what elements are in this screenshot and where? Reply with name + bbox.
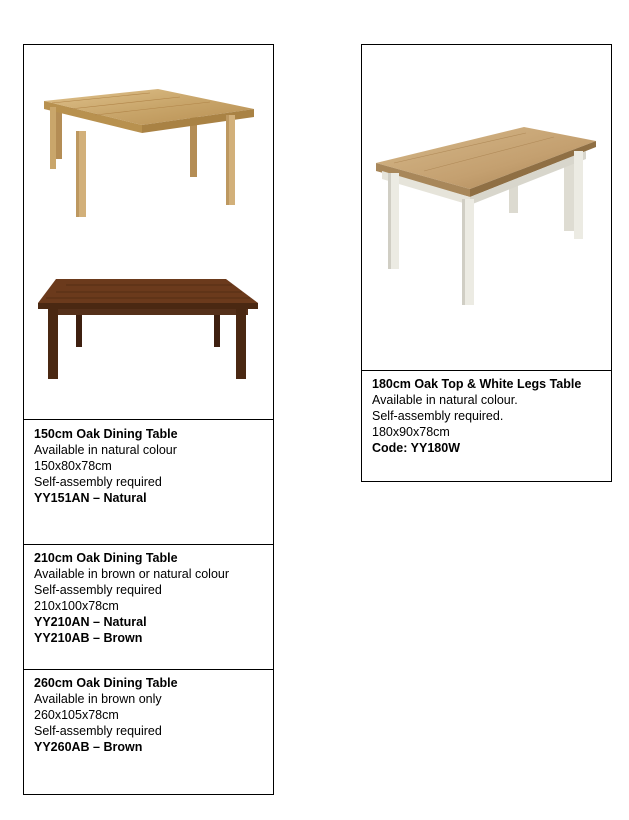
product-150cm-details — [34, 426, 267, 506]
product-line: Self-assembly required — [34, 475, 162, 489]
product-260cm-details — [34, 675, 267, 755]
product-line: 150x80x78cm — [34, 459, 112, 473]
product-code: YY210AB – Brown — [34, 631, 143, 645]
divider-3 — [24, 669, 273, 670]
product-line: Self-assembly required — [34, 724, 162, 738]
product-line: Available in brown only — [34, 692, 162, 706]
divider-1 — [24, 419, 273, 420]
left-product-panel — [23, 44, 274, 795]
product-code: Code: YY180W — [372, 441, 460, 455]
product-title: 210cm Oak Dining Table — [34, 551, 178, 565]
product-title: 150cm Oak Dining Table — [34, 427, 178, 441]
product-title: 260cm Oak Dining Table — [34, 676, 178, 690]
product-180cm-details — [372, 376, 605, 456]
product-line: Available in natural colour. — [372, 393, 518, 407]
product-line: Self-assembly required. — [372, 409, 504, 423]
product-line: 180x90x78cm — [372, 425, 450, 439]
oak-top-white-legs-table-image — [374, 125, 599, 309]
product-code: YY151AN – Natural — [34, 491, 147, 505]
product-line: Available in natural colour — [34, 443, 177, 457]
natural-oak-table-image — [40, 87, 256, 222]
divider-right — [362, 370, 611, 371]
product-code: YY210AN – Natural — [34, 615, 147, 629]
product-line: Self-assembly required — [34, 583, 162, 597]
product-line: Available in brown or natural colour — [34, 567, 230, 581]
product-line: 210x100x78cm — [34, 599, 119, 613]
product-210cm-details — [34, 550, 267, 646]
divider-2 — [24, 544, 273, 545]
product-line: 260x105x78cm — [34, 708, 119, 722]
product-title: 180cm Oak Top & White Legs Table — [372, 377, 582, 391]
right-product-panel — [361, 44, 612, 482]
product-code: YY260AB – Brown — [34, 740, 143, 754]
brown-oak-table-image — [36, 277, 260, 381]
